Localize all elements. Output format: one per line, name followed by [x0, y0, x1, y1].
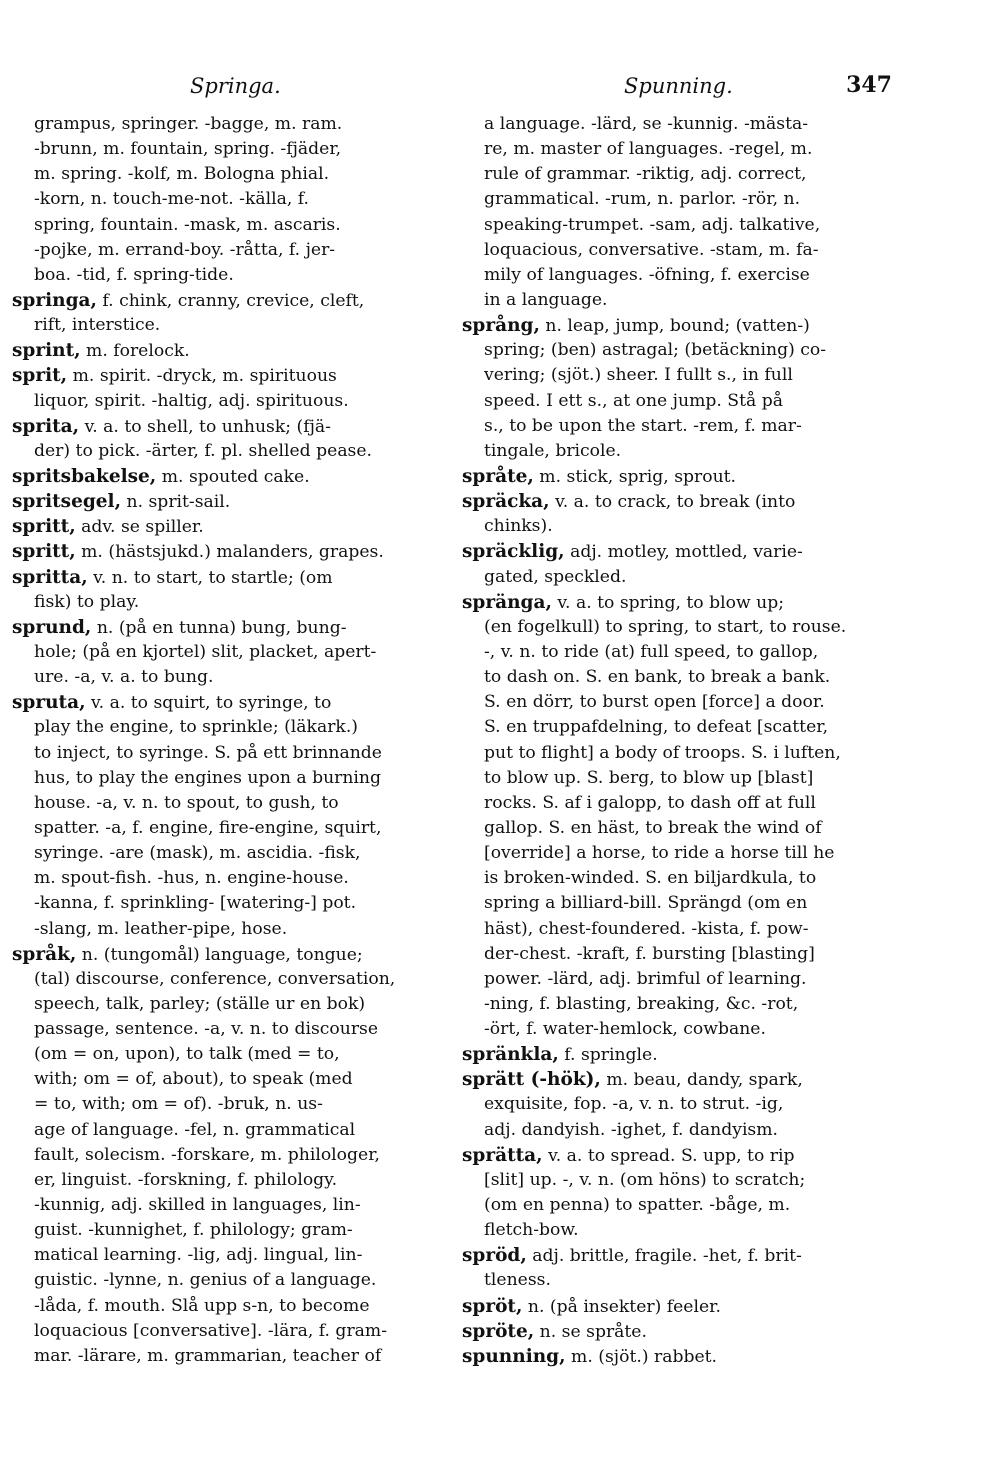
headword: spränkla, — [462, 1044, 559, 1066]
headword: spröd, — [462, 1245, 527, 1267]
definition-text: m. spout-fish. -hus, n. engine-house. — [34, 868, 349, 889]
text-line — [12, 1092, 440, 1117]
entry-line — [462, 313, 890, 338]
definition-text: a language. -lärd, se -kunnig. -mästa- — [484, 114, 809, 134]
definition-text: -låda, f. mouth. Slå upp s-n, to become — [34, 1295, 370, 1316]
definition-text: re, m. master of languages. -regel, m. — [484, 139, 813, 160]
definition-text: to inject, to syringe. S. på ett brinnande — [34, 742, 382, 763]
text-line — [12, 162, 440, 187]
definition-text: spatter. -a, f. engine, fire-engine, squirt, — [34, 817, 382, 838]
headword: sprint, — [12, 340, 81, 362]
definition-text: speed. I ett s., at one jump. Stå på — [484, 390, 783, 411]
entry-line — [462, 1042, 890, 1067]
text-line — [462, 1168, 890, 1193]
text-line — [462, 741, 890, 766]
text-line — [12, 841, 440, 866]
text-line — [12, 1168, 440, 1193]
definition-text: ure. -a, v. a. to bung. — [34, 667, 214, 688]
text-line — [12, 1017, 440, 1042]
text-line — [462, 213, 890, 238]
definition-text: -kunnig, adj. skilled in languages, lin- — [34, 1195, 361, 1216]
definition-text: -slang, m. leather-pipe, hose. — [34, 918, 288, 939]
definition-text: chinks). — [484, 516, 553, 537]
definition-text: m. (sjöt.) rabbet. — [565, 1346, 718, 1367]
definition-text: m. spouted cake. — [156, 466, 310, 487]
headword: sprund, — [12, 616, 92, 638]
text-line — [462, 766, 890, 791]
text-line — [462, 917, 890, 942]
headword: språte, — [462, 465, 534, 487]
text-line — [12, 1193, 440, 1218]
left-column — [12, 112, 440, 1369]
definition-text: m. forelock. — [80, 341, 190, 362]
text-line — [12, 590, 440, 615]
entry-line — [462, 1067, 890, 1092]
definition-text: n. leap, jump, bound; (vatten-) — [539, 316, 810, 337]
text-line — [12, 1344, 440, 1369]
definition-text: v. a. to spread. S. upp, to rip — [542, 1145, 795, 1166]
headword: sprätta, — [462, 1144, 543, 1166]
entry-line — [462, 1319, 890, 1344]
headword: spritsbakelse, — [12, 465, 157, 487]
headword: spritt, — [12, 516, 76, 538]
definition-text: passage, sentence. -a, v. n. to discourse — [34, 1019, 379, 1040]
text-line — [12, 665, 440, 690]
entry-line — [12, 690, 440, 715]
definition-text: -kanna, f. sprinkling- [watering-] pot. — [34, 893, 357, 914]
definition-text: age of language. -fel, n. grammatical — [34, 1119, 356, 1140]
definition-text: der-chest. -kraft, f. bursting [blasting] — [484, 943, 815, 964]
definition-text: mar. -lärare, m. grammarian, teacher of — [34, 1345, 382, 1366]
definition-text: guistic. -lynne, n. genius of a language. — [34, 1270, 377, 1291]
text-line — [12, 1143, 440, 1168]
entry-line — [12, 942, 440, 967]
definition-text: vering; (sjöt.) sheer. I fullt s., in full — [484, 365, 793, 386]
definition-text: adj. brittle, fragile. -het, f. brit- — [526, 1246, 802, 1267]
headword: springa, — [12, 289, 97, 311]
definition-text: spring a billiard-bill. Sprängd (om en — [484, 893, 808, 914]
entry-line — [12, 539, 440, 564]
definition-text: is broken-winded. S. en biljardkula, to — [484, 868, 817, 889]
definition-text: to blow up. S. berg, to blow up [blast] — [484, 767, 814, 788]
definition-text: n. se språte. — [534, 1321, 647, 1342]
definition-text: n. (på en tunna) bung, bung- — [91, 617, 347, 638]
definition-text: boa. -tid, f. spring-tide. — [34, 264, 234, 285]
definition-text: grammatical. -rum, n. parlor. -rör, n. — [484, 189, 801, 210]
text-line — [12, 967, 440, 992]
headword: språng, — [462, 315, 540, 337]
definition-text: S. en dörr, to burst open [force] a door. — [484, 692, 825, 713]
text-line — [462, 1268, 890, 1293]
text-line — [12, 1294, 440, 1319]
definition-text: loquacious [conversative]. -lära, f. gram- — [34, 1320, 388, 1341]
definition-text: (om = on, upon), to talk (med = to, — [34, 1044, 340, 1065]
definition-text: m. (hästsjukd.) malanders, grapes. — [75, 542, 384, 563]
text-line — [462, 992, 890, 1017]
definition-text: m. spring. -kolf, m. Bologna phial. — [34, 164, 330, 185]
text-line — [462, 137, 890, 162]
definition-text: with; om = of, about), to speak (med — [34, 1069, 353, 1090]
headword: spritt, — [12, 541, 76, 563]
text-line — [462, 414, 890, 439]
definition-text: v. a. to crack, to break (into — [549, 492, 796, 513]
text-line — [12, 1243, 440, 1268]
headword: spröt, — [462, 1295, 523, 1317]
definition-text: exquisite, fop. -a, v. n. to strut. -ig, — [484, 1094, 784, 1115]
entry-line — [462, 539, 890, 564]
entry-line — [12, 514, 440, 539]
definition-text: fisk) to play. — [34, 591, 140, 612]
definition-text: tleness. — [484, 1270, 551, 1291]
definition-text: liquor, spirit. -haltig, adj. spirituous. — [34, 390, 349, 411]
definition-text: S. en truppafdelning, to defeat [scatter, — [484, 717, 829, 738]
definition-text: to dash on. S. en bank, to break a bank. — [484, 667, 831, 688]
definition-text: speech, talk, parley; (ställe ur en bok) — [34, 993, 366, 1014]
definition-text: hole; (på en kjortel) slit, placket, apert- — [34, 641, 377, 662]
definition-text: v. a. to shell, to unhusk; (fjä- — [79, 416, 331, 437]
text-line — [12, 917, 440, 942]
text-line — [12, 187, 440, 212]
text-line — [12, 1268, 440, 1293]
entry-line — [462, 489, 890, 514]
text-line — [462, 514, 890, 539]
definition-text: adj. dandyish. -ighet, f. dandyism. — [484, 1119, 779, 1140]
text-line — [462, 816, 890, 841]
definition-text: -pojke, m. errand-boy. -råtta, f. jer- — [34, 239, 336, 260]
headword: sprätt (-hök), — [462, 1069, 601, 1091]
definition-text: s., to be upon the start. -rem, f. mar- — [484, 415, 802, 436]
headword: språk, — [12, 943, 77, 965]
definition-text: er, linguist. -forskning, f. philology. — [34, 1169, 338, 1190]
text-line — [462, 665, 890, 690]
definition-text: in a language. — [484, 289, 608, 310]
definition-text: rule of grammar. -riktig, adj. correct, — [484, 164, 807, 185]
page-number: 347 — [846, 72, 892, 98]
text-line — [12, 313, 440, 338]
definition-text: speaking-trumpet. -sam, adj. talkative, — [484, 214, 821, 235]
text-line — [462, 238, 890, 263]
definition-text: m. spirit. -dryck, m. spirituous — [67, 366, 337, 387]
entry-line — [12, 338, 440, 363]
text-line — [12, 439, 440, 464]
entry-line — [12, 414, 440, 439]
definition-text: (en fogelkull) to spring, to start, to rouse. — [484, 616, 847, 637]
entry-line — [462, 1143, 890, 1168]
definition-text: play the engine, to sprinkle; (läkark.) — [34, 717, 359, 738]
definition-text: guist. -kunnighet, f. philology; gram- — [34, 1220, 353, 1241]
text-line — [462, 967, 890, 992]
text-line — [462, 162, 890, 187]
headword: spröte, — [462, 1320, 535, 1342]
entry-line — [462, 1294, 890, 1319]
definition-text: adv. se spiller. — [75, 517, 204, 538]
text-line — [12, 766, 440, 791]
headword: spräcklig, — [462, 541, 565, 563]
text-line — [462, 640, 890, 665]
definition-text: matical learning. -lig, adj. lingual, lin- — [34, 1245, 363, 1266]
text-line — [12, 112, 440, 137]
text-line — [462, 1017, 890, 1042]
definition-text: der) to pick. -ärter, f. pl. shelled pease. — [34, 440, 373, 461]
text-line — [462, 866, 890, 891]
definition-text: m. beau, dandy, spark, — [600, 1070, 803, 1091]
text-line — [12, 992, 440, 1017]
definition-text: m. stick, sprig, sprout. — [533, 466, 737, 487]
text-line — [462, 389, 890, 414]
text-line — [462, 715, 890, 740]
text-line — [462, 1118, 890, 1143]
definition-text: -korn, n. touch-me-not. -källa, f. — [34, 189, 309, 210]
definition-text: spring, fountain. -mask, m. ascaris. — [34, 214, 341, 235]
text-line — [462, 363, 890, 388]
text-line — [12, 891, 440, 916]
text-line — [12, 1042, 440, 1067]
definition-text: gallop. S. en häst, to break the wind of — [484, 817, 822, 838]
text-line — [462, 841, 890, 866]
definition-text: -ört, f. water-hemlock, cowbane. — [484, 1019, 766, 1040]
definition-text: gated, speckled. — [484, 566, 627, 587]
text-line — [12, 238, 440, 263]
definition-text: f. springle. — [558, 1045, 658, 1066]
headword: sprit, — [12, 365, 68, 387]
definition-text: v. n. to start, to startle; (om — [87, 567, 333, 588]
text-line — [12, 866, 440, 891]
entry-line — [462, 464, 890, 489]
text-line — [12, 1218, 440, 1243]
text-line — [462, 615, 890, 640]
text-line — [12, 816, 440, 841]
definition-text: v. a. to squirt, to syringe, to — [85, 693, 332, 714]
definition-text: (om en penna) to spatter. -båge, m. — [484, 1195, 791, 1216]
headword: sprita, — [12, 415, 80, 437]
text-line — [12, 1067, 440, 1092]
definition-text: n. (tungomål) language, tongue; — [76, 944, 363, 965]
text-line — [462, 1092, 890, 1117]
definition-text: -, v. n. to ride (at) full speed, to gallop, — [484, 641, 819, 662]
definition-text: n. sprit-sail. — [121, 492, 231, 513]
headword: spräcka, — [462, 491, 550, 513]
definition-text: v. a. to spring, to blow up; — [551, 592, 784, 613]
text-line — [12, 1319, 440, 1344]
entry-line — [12, 363, 440, 388]
headword: spruta, — [12, 692, 86, 714]
text-line — [462, 338, 890, 363]
entry-line — [462, 590, 890, 615]
definition-text: -ning, f. blasting, breaking, &c. -rot, — [484, 993, 799, 1014]
definition-text: grampus, springer. -bagge, m. ram. — [34, 114, 343, 134]
entry-line — [12, 464, 440, 489]
text-line — [12, 263, 440, 288]
text-line — [12, 640, 440, 665]
headword: spränga, — [462, 591, 552, 613]
definition-text: [slit] up. -, v. n. (om höns) to scratch; — [484, 1169, 806, 1190]
text-line — [462, 439, 890, 464]
text-line — [462, 565, 890, 590]
entry-line — [12, 288, 440, 313]
right-column — [462, 112, 890, 1369]
text-line — [462, 263, 890, 288]
text-line — [462, 112, 890, 137]
text-line — [12, 715, 440, 740]
entry-line — [12, 615, 440, 640]
definition-text: syringe. -are (mask), m. ascidia. -fisk, — [34, 843, 361, 864]
definition-text: tingale, bricole. — [484, 440, 622, 461]
running-head-right: Spunning. — [624, 74, 733, 98]
definition-text: mily of languages. -öfning, f. exercise — [484, 264, 810, 285]
definition-text: loquacious, conversative. -stam, m. fa- — [484, 239, 819, 260]
text-line — [462, 1193, 890, 1218]
definition-text: f. chink, cranny, crevice, cleft, — [96, 290, 365, 311]
definition-text: power. -lärd, adj. brimful of learning. — [484, 968, 807, 989]
text-line — [12, 1118, 440, 1143]
definition-text: häst), chest-foundered. -kista, f. pow- — [484, 918, 809, 939]
text-line — [462, 187, 890, 212]
text-line — [462, 791, 890, 816]
definition-text: fault, solecism. -forskare, m. philologer, — [34, 1144, 380, 1165]
text-line — [462, 891, 890, 916]
headword: spritta, — [12, 566, 88, 588]
entry-line — [12, 489, 440, 514]
text-line — [462, 288, 890, 313]
definition-text: adj. motley, mottled, varie- — [564, 542, 803, 563]
definition-text: hus, to play the engines upon a burning — [34, 767, 381, 788]
entry-line — [462, 1243, 890, 1268]
headword: spritsegel, — [12, 491, 122, 513]
text-line — [12, 741, 440, 766]
definition-text: put to flight] a body of troops. S. i luften, — [484, 742, 841, 763]
entry-line — [462, 1344, 890, 1369]
definition-text: (tal) discourse, conference, conversation, — [34, 968, 396, 989]
definition-text: fletch-bow. — [484, 1220, 579, 1241]
definition-text: -brunn, m. fountain, spring. -fjäder, — [34, 139, 342, 160]
definition-text: rift, interstice. — [34, 315, 161, 336]
text-line — [12, 791, 440, 816]
definition-text: house. -a, v. n. to spout, to gush, to — [34, 792, 339, 813]
text-line — [462, 690, 890, 715]
definition-text: = to, with; om = of). -bruk, n. us- — [34, 1094, 323, 1115]
definition-text: [override] a horse, to ride a horse till he — [484, 843, 835, 864]
text-line — [12, 137, 440, 162]
definition-text: spring; (ben) astragal; (betäckning) co- — [484, 340, 827, 361]
definition-text: rocks. S. af i galopp, to dash off at full — [484, 792, 816, 813]
entry-line — [12, 565, 440, 590]
running-head-left: Springa. — [190, 74, 281, 98]
text-line — [462, 942, 890, 967]
text-line — [12, 213, 440, 238]
text-line — [462, 1218, 890, 1243]
text-line — [12, 389, 440, 414]
headword: spunning, — [462, 1345, 566, 1367]
definition-text: n. (på insekter) feeler. — [522, 1296, 721, 1317]
